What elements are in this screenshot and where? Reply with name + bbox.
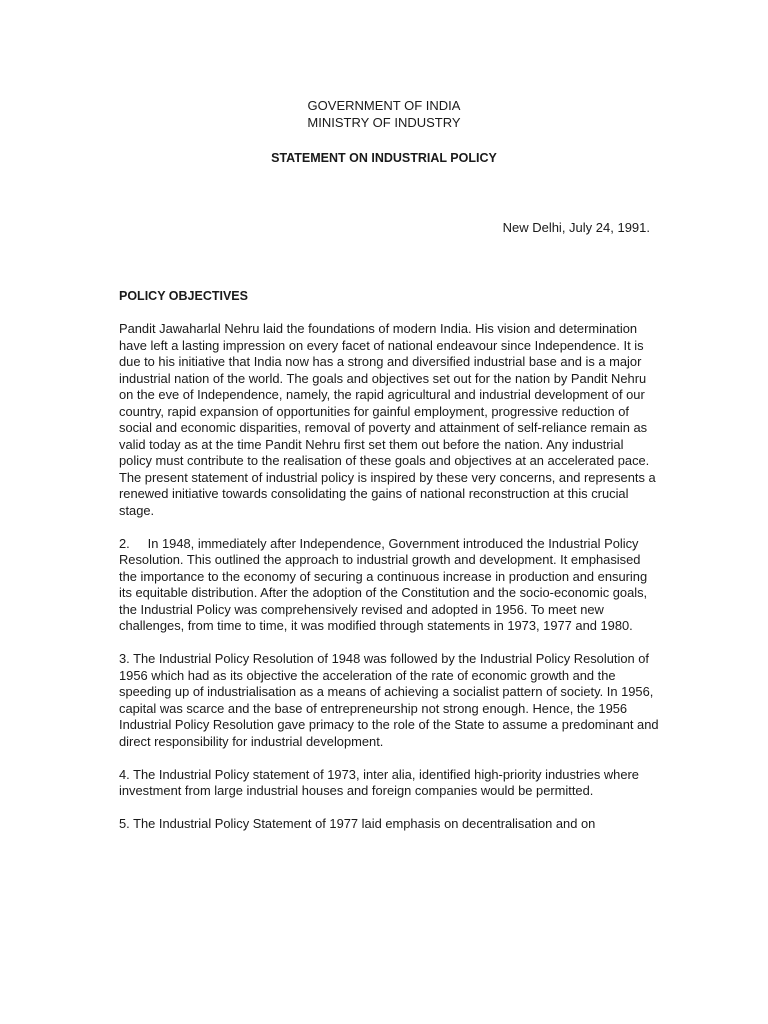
government-heading: GOVERNMENT OF INDIA — [307, 98, 461, 113]
document-title: STATEMENT ON INDUSTRIAL POLICY — [271, 151, 497, 165]
document-header — [0, 97, 768, 131]
section-heading: POLICY OBJECTIVES — [119, 289, 248, 303]
body-text — [119, 321, 663, 849]
paragraph-4: 4. The Industrial Policy statement of 1973, inter alia, identified high-priority industries where investment from large industrial houses and foreign companies would be permitted. — [119, 766, 643, 798]
ministry-heading: MINISTRY OF INDUSTRY — [307, 115, 461, 130]
paragraph-5: 5. The Industrial Policy Statement of 1977 laid emphasis on decentralisation and on — [119, 816, 596, 831]
paragraph-3: 3. The Industrial Policy Resolution of 1948 was followed by the Industrial Policy Resolution of 1956 which had as its objective the acceleration of the rate of economic growth and the speeding up of industrialisation as a means of achieving a socialist pattern of society. In 1956, capital was scarce and the base of entrepreneurship not strong enough. Hence, the 1956 Industrial Policy Resolution gave primacy to the role of the State to assume a predominant and direct responsibility for industrial development. — [119, 651, 663, 749]
paragraph-2: 2. In 1948, immediately after Independence, Government introduced the Industrial Policy Resolution. This outlined the approach to industrial growth and development. It emphasised the importance to the economy of securing a continuous increase in production and ensuring its equitable distribution. After the adoption of the Constitution and the socio-economic goals, the Industrial Policy was comprehensively revised and adopted in 1956. To meet new challenges, from time to time, it was modified through statements in 1973, 1977 and 1980. — [119, 535, 651, 633]
paragraph-1: Pandit Jawaharlal Nehru laid the foundations of modern India. His vision and determination have left a lasting impression on every facet of national endeavour since Independence. It is due to his initiative that India now has a strong and diversified industrial base and is a major industrial nation of the world. The goals and objectives set out for the nation by Pandit Nehru on the eve of Independence, namely, the rapid agricultural and industrial development of our country, rapid expansion of opportunities for gainful employment, progressive reduction of social and economic disparities, removal of poverty and attainment of self-reliance remain as valid today as at the time Pandit Nehru first set them out before the nation. Any industrial policy must contribute to the realisation of these goals and objectives at an accelerated pace. The present statement of industrial policy is inspired by these very concerns, and represents a renewed initiative towards consolidating the gains of national reconstruction at this crucial stage. — [119, 321, 660, 518]
dateline: New Delhi, July 24, 1991. — [502, 220, 650, 235]
